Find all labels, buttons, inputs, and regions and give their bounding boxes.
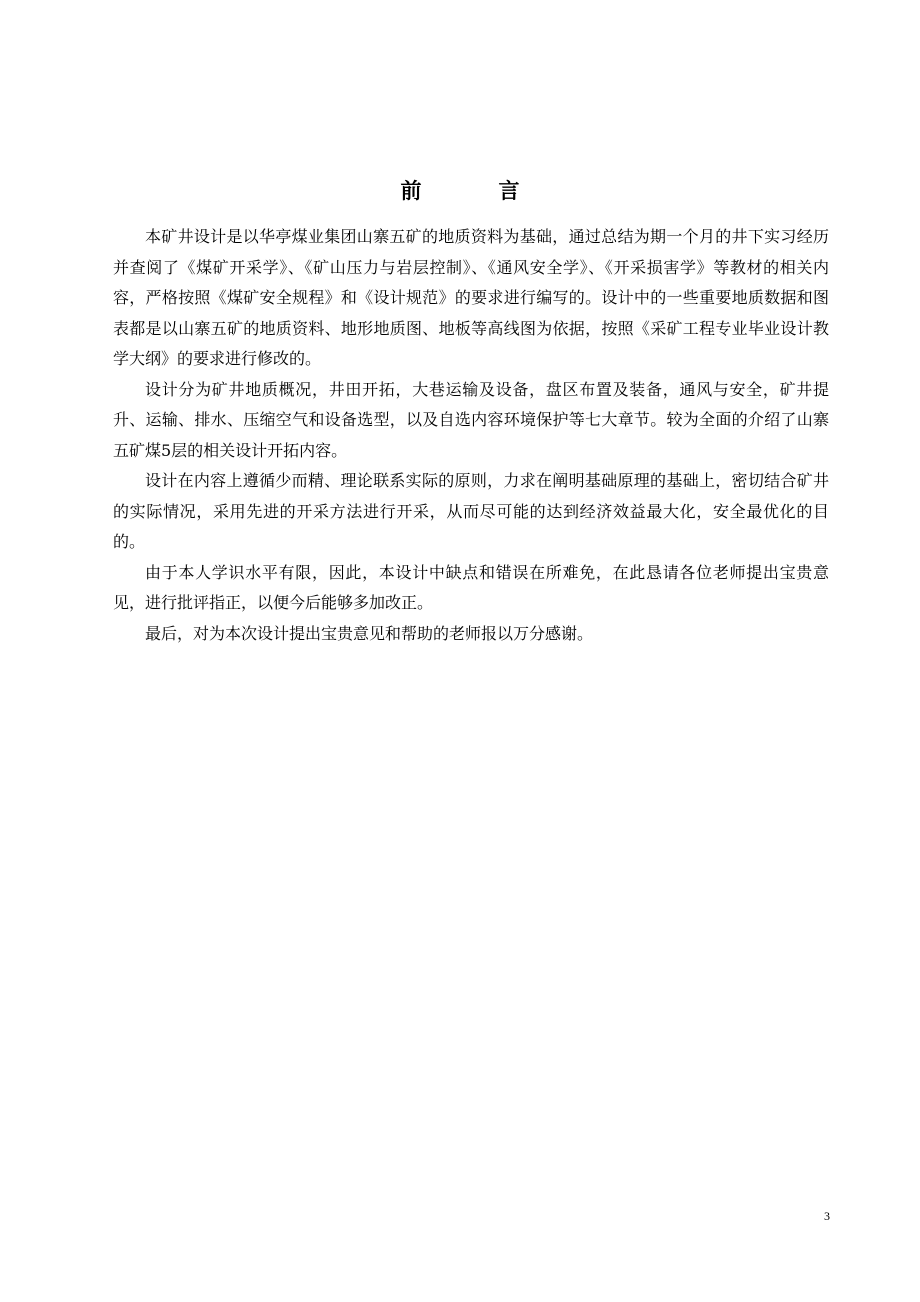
paragraph-4: 由于本人学识水平有限，因此，本设计中缺点和错误在所难免，在此恳请各位老师提出宝贵意见，进行批评指正，以便今后能够多加改正。 xyxy=(113,562,829,612)
paragraph-1: 本矿井设计是以华亭煤业集团山寨五矿的地质资料为基础，通过总结为期一个月的井下实习经历并查阅了《煤矿开采学》、《矿山压力与岩层控制》、《通风安全学》、《开采损害学》等教材的相关内容，严格按照《煤矿安全规程》和《设计规范》的要求进行编写的。设计中的一些重要地质数据和图表都是以山寨五矿的地质资料、地形地质图、地板等高线图为依据，按照《采矿工程专业毕业设计教学大纲》的要求进行修改的。 xyxy=(113,227,829,368)
paragraph-2: 设计分为矿井地质概况，井田开拓，大巷运输及设备，盘区布置及装备，通风与安全，矿井提升、运输、排水、压缩空气和设备选型，以及自选内容环境保护等七大章节。较为全面的介绍了山寨五矿煤5层的相关设计开拓内容。 xyxy=(113,379,829,460)
page-number: 3 xyxy=(824,1209,830,1223)
preface-body xyxy=(113,222,829,649)
page-title: 前 言 xyxy=(400,178,548,203)
paragraph-5: 最后，对为本次设计提出宝贵意见和帮助的老师报以万分感谢。 xyxy=(145,623,594,643)
paragraph-3: 设计在内容上遵循少而精、理论联系实际的原则，力求在阐明基础原理的基础上，密切结合矿井的实际情况，采用先进的开采方法进行开采，从而尽可能的达到经济效益最大化，安全最优化的目的。 xyxy=(113,471,829,551)
